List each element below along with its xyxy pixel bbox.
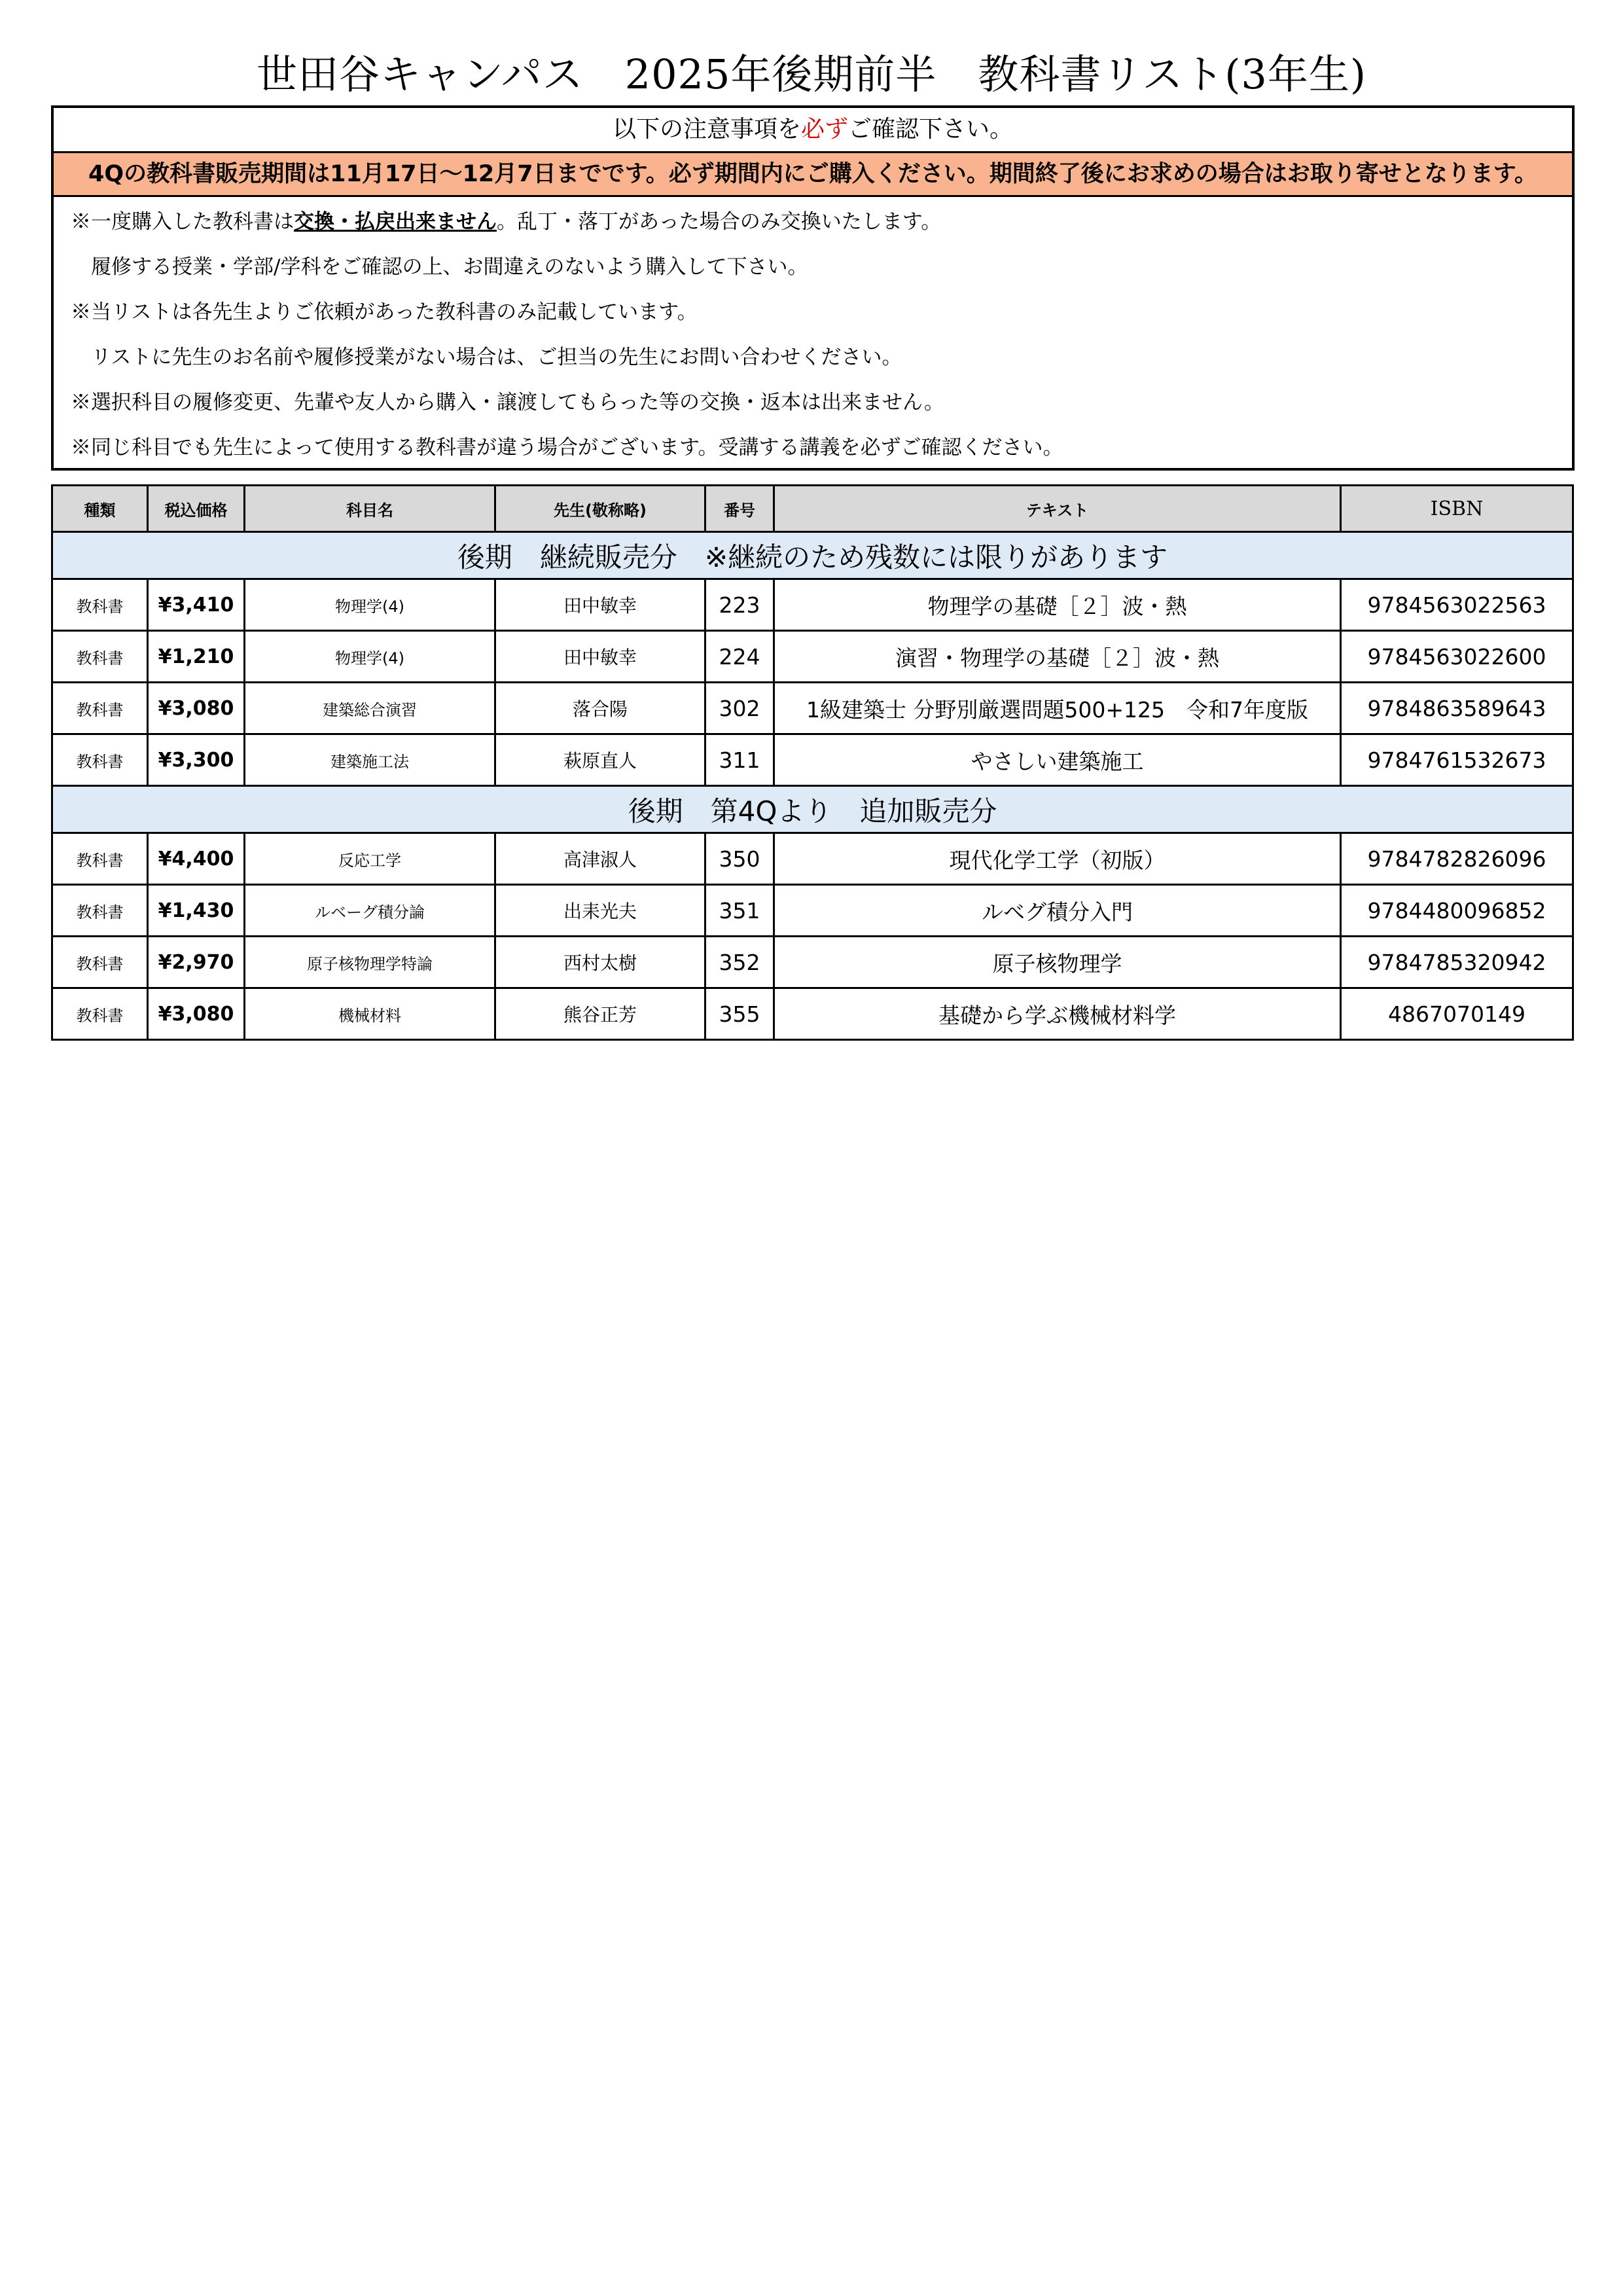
header-number: 番号 [705, 486, 774, 532]
cell-teacher: 高津淑人 [495, 833, 705, 885]
notice-heading-text: 以下の注意事項を [612, 116, 801, 143]
cell-isbn: 9784563022563 [1341, 579, 1573, 631]
cell-kind: 教科書 [52, 579, 148, 631]
cell-price: ¥3,300 [148, 734, 245, 786]
table-row [52, 734, 1573, 786]
cell-kind: 教科書 [52, 631, 148, 683]
section-title: 後期 第4Qより 追加販売分 [52, 786, 1573, 833]
section-row [52, 532, 1573, 579]
cell-price: ¥1,210 [148, 631, 245, 683]
cell-teacher: 熊谷正芳 [495, 988, 705, 1040]
notice-box [51, 105, 1575, 471]
cell-isbn: 9784782826096 [1341, 833, 1573, 885]
notice-item: ※当リストは各先生よりご依頼があった教科書のみ記載しています。 [71, 300, 698, 324]
page-title: 世田谷キャンパス 2025年後期前半 教科書リスト(3年生) [256, 50, 1367, 98]
notice-list [54, 197, 1572, 471]
cell-number: 351 [705, 885, 774, 937]
textbook-table [51, 484, 1574, 1041]
cell-text: やさしい建築施工 [774, 734, 1341, 786]
cell-teacher: 西村太樹 [495, 937, 705, 988]
table-row [52, 833, 1573, 885]
cell-subject: 建築総合演習 [245, 683, 495, 734]
header-price: 税込価格 [148, 486, 245, 532]
cell-text: 基礎から学ぶ機械材料学 [774, 988, 1341, 1040]
cell-number: 311 [705, 734, 774, 786]
cell-kind: 教科書 [52, 683, 148, 734]
cell-text: 現代化学工学（初版） [774, 833, 1341, 885]
cell-subject: 物理学(4) [245, 631, 495, 683]
cell-price: ¥3,410 [148, 579, 245, 631]
cell-text: 演習・物理学の基礎［２］波・熱 [774, 631, 1341, 683]
no-refund-emphasis: 交換・払戻出来ません [294, 210, 497, 234]
cell-isbn: 9784863589643 [1341, 683, 1573, 734]
cell-subject: ルベーグ積分論 [245, 885, 495, 937]
cell-subject: 機械材料 [245, 988, 495, 1040]
cell-number: 352 [705, 937, 774, 988]
notice-item: 履修する授業・学部/学科をご確認の上、お間違えのないよう購入して下さい。 [71, 255, 808, 279]
table-header-row [52, 486, 1573, 532]
cell-isbn: 9784480096852 [1341, 885, 1573, 937]
notice-heading-emphasis: 必ず [800, 116, 848, 143]
cell-isbn: 9784563022600 [1341, 631, 1573, 683]
cell-number: 350 [705, 833, 774, 885]
cell-price: ¥4,400 [148, 833, 245, 885]
cell-price: ¥2,970 [148, 937, 245, 988]
cell-subject: 物理学(4) [245, 579, 495, 631]
cell-kind: 教科書 [52, 937, 148, 988]
cell-kind: 教科書 [52, 885, 148, 937]
cell-isbn: 4867070149 [1341, 988, 1573, 1040]
table-row [52, 885, 1573, 937]
header-text: テキスト [774, 486, 1341, 532]
cell-price: ¥3,080 [148, 988, 245, 1040]
header-subject: 科目名 [245, 486, 495, 532]
header-isbn: ISBN [1341, 486, 1573, 532]
cell-text: ルベグ積分入門 [774, 885, 1341, 937]
notice-item: ※選択科目の履修変更、先輩や友人から購入・譲渡してもらった等の交換・返本は出来ません。 [71, 391, 944, 414]
table-row [52, 631, 1573, 683]
cell-text: 1級建築士 分野別厳選問題500+125 令和7年度版 [774, 683, 1341, 734]
notice-item: ※一度購入した教科書は交換・払戻出来ません。乱丁・落丁があった場合のみ交換いたします。 [71, 210, 942, 234]
cell-subject: 建築施工法 [245, 734, 495, 786]
cell-kind: 教科書 [52, 734, 148, 786]
table-row [52, 937, 1573, 988]
table-row [52, 683, 1573, 734]
table-row [52, 579, 1573, 631]
sales-period-banner: 4Qの教科書販売期間は11月17日～12月7日までです。必ず期間内にご購入ください。期間終了後にお求めの場合はお取り寄せとなります。 [54, 153, 1572, 197]
cell-isbn: 9784785320942 [1341, 937, 1573, 988]
cell-kind: 教科書 [52, 833, 148, 885]
cell-subject: 原子核物理学特論 [245, 937, 495, 988]
notice-heading [54, 108, 1572, 153]
cell-number: 355 [705, 988, 774, 1040]
cell-text: 原子核物理学 [774, 937, 1341, 988]
header-teacher: 先生(敬称略) [495, 486, 705, 532]
cell-number: 223 [705, 579, 774, 631]
cell-teacher: 萩原直人 [495, 734, 705, 786]
cell-subject: 反応工学 [245, 833, 495, 885]
cell-teacher: 田中敏幸 [495, 631, 705, 683]
notice-item: リストに先生のお名前や履修授業がない場合は、ご担当の先生にお問い合わせください。 [71, 346, 902, 369]
table-body [52, 532, 1573, 1040]
cell-isbn: 9784761532673 [1341, 734, 1573, 786]
cell-price: ¥3,080 [148, 683, 245, 734]
cell-number: 302 [705, 683, 774, 734]
cell-teacher: 田中敏幸 [495, 579, 705, 631]
cell-text: 物理学の基礎［２］波・熱 [774, 579, 1341, 631]
section-row [52, 786, 1573, 833]
table-row [52, 988, 1573, 1040]
section-title: 後期 継続販売分 ※継続のため残数には限りがあります [52, 532, 1573, 579]
cell-kind: 教科書 [52, 988, 148, 1040]
cell-teacher: 出耒光夫 [495, 885, 705, 937]
cell-number: 224 [705, 631, 774, 683]
notice-item: ※同じ科目でも先生によって使用する教科書が違う場合がございます。受講する講義を必ずご確認ください。 [71, 436, 1063, 459]
cell-teacher: 落合陽 [495, 683, 705, 734]
cell-price: ¥1,430 [148, 885, 245, 937]
notice-heading-text-end: ご確認下さい。 [848, 116, 1014, 143]
header-kind: 種類 [52, 486, 148, 532]
